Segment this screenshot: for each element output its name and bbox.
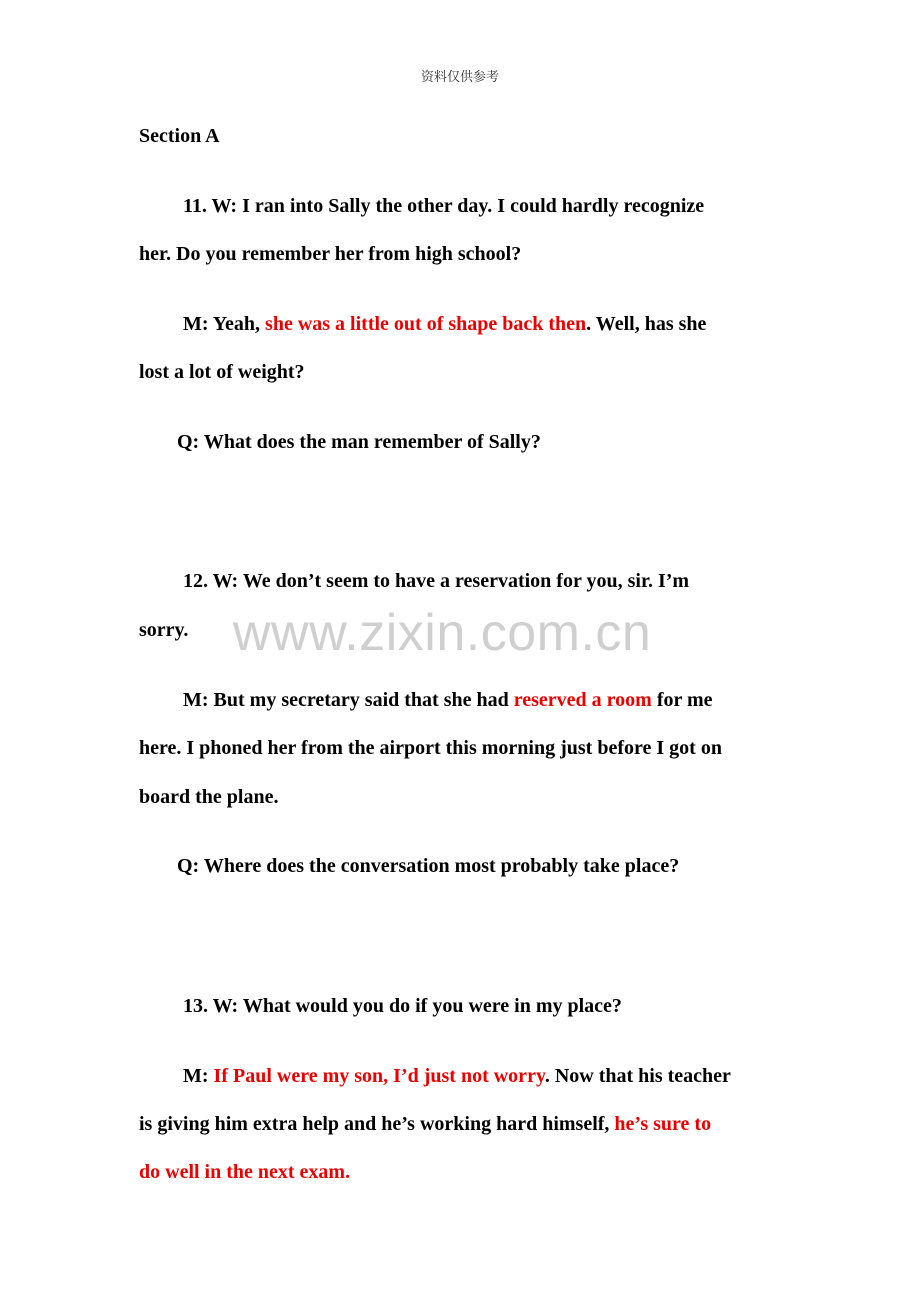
section-title: Section A xyxy=(139,125,220,147)
q13-man-line-3: do well in the next exam. xyxy=(139,1161,351,1183)
q13-woman-line-1: 13. W: What would you do if you were in my place? xyxy=(183,995,622,1017)
q13-man-suffix: . Now that his teacher xyxy=(544,1065,731,1087)
q13-man-line-2-highlight: he’s sure to xyxy=(614,1113,712,1135)
q13-man-line-1 xyxy=(183,1064,731,1088)
q12-man-prefix: M: But my secretary said that she had xyxy=(183,689,514,711)
q12-man-highlight: reserved a room xyxy=(513,689,652,711)
q11-man-suffix: . Well, has she xyxy=(586,313,707,335)
q11-man-line-2: lost a lot of weight? xyxy=(139,361,305,383)
q11-woman-line-1: 11. W: I ran into Sally the other day. I could hardly recognize xyxy=(183,195,705,217)
q12-woman-line-2: sorry. xyxy=(139,619,189,641)
page-header: 资料仅供参考 xyxy=(420,70,499,85)
watermark: www.zixin.com.cn xyxy=(233,604,652,662)
q11-question: Q: What does the man remember of Sally? xyxy=(177,431,541,453)
q11-man-prefix: M: Yeah, xyxy=(183,313,266,335)
q12-man-line-1 xyxy=(183,688,713,712)
q13-man-line-2-plain: is giving him extra help and he’s working hard himself, xyxy=(139,1113,615,1135)
q11-man-line-1 xyxy=(183,312,706,336)
q12-man-suffix: for me xyxy=(651,689,713,711)
q13-man-line-2 xyxy=(139,1112,711,1136)
q11-man-highlight: she was a little out of shape back then xyxy=(265,313,587,335)
q12-question: Q: Where does the conversation most probably take place? xyxy=(177,855,680,877)
q13-man-highlight: If Paul were my son, I’d just not worry xyxy=(213,1065,545,1087)
q12-man-line-2: here. I phoned her from the airport this morning just before I got on xyxy=(139,737,722,759)
q11-woman-line-2: her. Do you remember her from high school? xyxy=(139,243,522,265)
q12-man-line-3: board the plane. xyxy=(139,786,279,808)
q12-woman-line-1: 12. W: We don’t seem to have a reservation for you, sir. I’m xyxy=(183,570,690,592)
q13-man-prefix: M: xyxy=(183,1065,214,1087)
